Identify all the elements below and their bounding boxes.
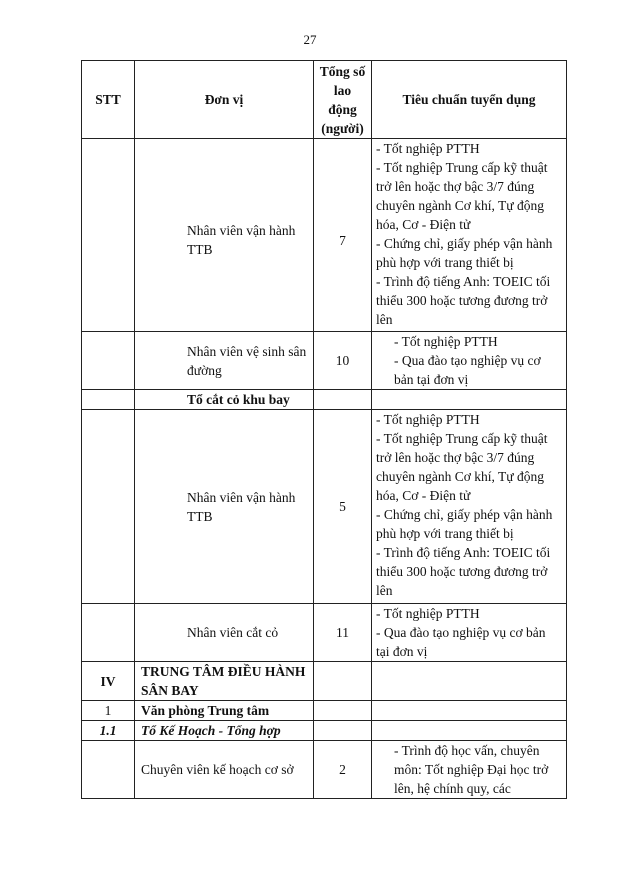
cell-stt — [82, 741, 135, 799]
table-row — [82, 332, 567, 390]
criteria-line: - Tốt nghiệp PTTH — [376, 141, 480, 156]
table-row — [82, 741, 567, 799]
cell-count — [314, 390, 372, 410]
cell-stt — [82, 390, 135, 410]
cell-criteria — [372, 332, 567, 390]
header-total: Tổng số lao động (người) — [314, 61, 372, 139]
cell-stt — [82, 604, 135, 662]
page-number: 27 — [303, 32, 317, 47]
cell-stt: 1.1 — [82, 721, 135, 741]
criteria-line: - Qua đào tạo nghiệp vụ cơ bản tại đơn vị — [394, 353, 541, 387]
criteria-line: - Tốt nghiệp Trung cấp kỹ thuật trở lên hoặc thợ bậc 3/7 đúng chuyên ngành Cơ khí, Tự động hóa, Cơ - Điện tử — [376, 431, 548, 503]
header-unit: Đơn vị — [135, 61, 314, 139]
cell-stt: 1 — [82, 701, 135, 721]
table-row — [82, 390, 567, 410]
cell-stt: IV — [82, 662, 135, 701]
criteria-line: - Trình độ học vấn, chuyên môn: Tốt nghiệp Đại học trở lên, hệ chính quy, các — [394, 743, 549, 796]
table-row — [82, 410, 567, 604]
cell-unit: Văn phòng Trung tâm — [135, 701, 314, 721]
cell-count: 11 — [314, 604, 372, 662]
table-header-row — [82, 61, 567, 139]
cell-count: 2 — [314, 741, 372, 799]
cell-criteria — [372, 139, 567, 332]
cell-criteria — [372, 701, 567, 721]
criteria-line: - Chứng chỉ, giấy phép vận hành phù hợp với trang thiết bị — [376, 236, 553, 270]
cell-unit: Nhân viên vận hành TTB — [135, 410, 314, 604]
cell-unit: Nhân viên vệ sinh sân đường — [135, 332, 314, 390]
cell-stt — [82, 410, 135, 604]
cell-criteria — [372, 741, 567, 799]
criteria-line: - Tốt nghiệp Trung cấp kỹ thuật trở lên hoặc thợ bậc 3/7 đúng chuyên ngành Cơ khí, Tự động hóa, Cơ - Điện tử — [376, 160, 548, 232]
cell-unit: Tổ cắt cỏ khu bay — [135, 390, 314, 410]
table-row — [82, 662, 567, 701]
recruitment-table — [81, 60, 567, 799]
criteria-line: - Tốt nghiệp PTTH — [394, 334, 498, 349]
table-row — [82, 604, 567, 662]
table-row — [82, 139, 567, 332]
cell-count — [314, 701, 372, 721]
cell-count: 10 — [314, 332, 372, 390]
cell-count — [314, 662, 372, 701]
criteria-line: - Tốt nghiệp PTTH — [376, 606, 480, 621]
cell-criteria — [372, 390, 567, 410]
cell-count: 7 — [314, 139, 372, 332]
cell-unit: TRUNG TÂM ĐIỀU HÀNH SÂN BAY — [135, 662, 314, 701]
cell-criteria — [372, 410, 567, 604]
cell-stt — [82, 139, 135, 332]
header-criteria: Tiêu chuẩn tuyển dụng — [372, 61, 567, 139]
cell-unit: Chuyên viên kế hoạch cơ sở — [135, 741, 314, 799]
cell-criteria — [372, 721, 567, 741]
criteria-line: - Qua đào tạo nghiệp vụ cơ bản tại đơn vị — [376, 625, 546, 659]
cell-count — [314, 721, 372, 741]
criteria-line: - Chứng chỉ, giấy phép vận hành phù hợp với trang thiết bị — [376, 507, 553, 541]
cell-unit: Nhân viên cắt cỏ — [135, 604, 314, 662]
cell-criteria — [372, 604, 567, 662]
table-row — [82, 721, 567, 741]
cell-unit: Tổ Kế Hoạch - Tổng hợp — [135, 721, 314, 741]
criteria-line: - Tốt nghiệp PTTH — [376, 412, 480, 427]
criteria-line: - Trình độ tiếng Anh: TOEIC tối thiểu 300 hoặc tương đương trở lên — [376, 274, 551, 327]
cell-stt — [82, 332, 135, 390]
header-stt: STT — [82, 61, 135, 139]
table-row — [82, 701, 567, 721]
cell-criteria — [372, 662, 567, 701]
cell-count: 5 — [314, 410, 372, 604]
criteria-line: - Trình độ tiếng Anh: TOEIC tối thiểu 300 hoặc tương đương trở lên — [376, 545, 551, 598]
cell-unit: Nhân viên vận hành TTB — [135, 139, 314, 332]
